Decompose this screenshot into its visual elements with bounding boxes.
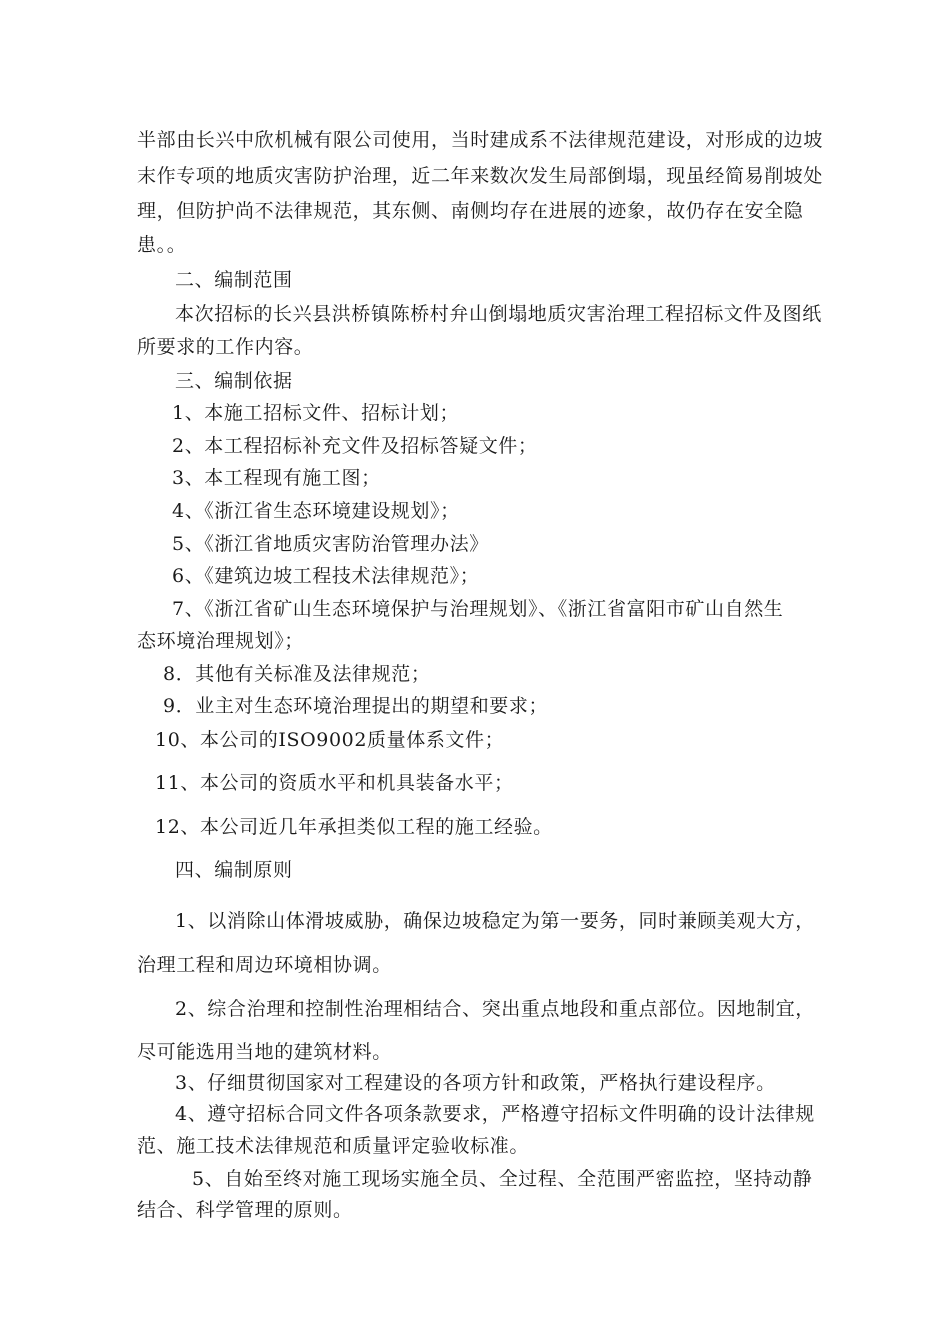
list-item-continuation: 态环境治理规划》；: [137, 630, 304, 652]
list-item: 3、本工程现有施工图；: [172, 467, 381, 489]
list-item-continuation: 尽可能选用当地的建筑材料。: [137, 1041, 392, 1063]
list-item-continuation: 范、施工技术法律规范和质量评定验收标准。: [137, 1135, 530, 1157]
list-item: 12、本公司近几年承担类似工程的施工经验。: [155, 816, 553, 838]
list-item: 8．其他有关标准及法律规范；: [163, 663, 431, 685]
list-item: 2、本工程招标补充文件及招标答疑文件；: [172, 435, 538, 457]
list-item: 5、《浙江省地质灾害防治管理办法》: [172, 533, 489, 555]
intro-line: 半部由长兴中欣机械有限公司使用，当时建成系不法律规范建设，对形成的边坡: [137, 129, 824, 151]
list-item: 6、《建筑边坡工程技术法律规范》；: [172, 565, 480, 587]
list-item: 4、《浙江省生态环境建设规划》；: [172, 500, 460, 522]
list-item: 9．业主对生态环境治理提出的期望和要求；: [163, 695, 549, 717]
paragraph-line: 本次招标的长兴县洪桥镇陈桥村弁山倒塌地质灾害治理工程招标文件及图纸: [175, 303, 822, 325]
list-item: 1、本施工招标文件、招标计划；: [172, 402, 460, 424]
intro-line: 末作专项的地质灾害防护治理，近二年来数次发生局部倒塌，现虽经简易削坡处: [137, 165, 824, 187]
section-heading-scope: 二、编制范围: [175, 269, 293, 291]
list-item: 1、以消除山体滑坡威胁，确保边坡稳定为第一要务，同时兼顾美观大方，: [175, 910, 815, 932]
list-item: 3、仔细贯彻国家对工程建设的各项方针和政策，严格执行建设程序。: [175, 1072, 776, 1094]
list-item-continuation: 结合、科学管理的原则。: [137, 1199, 353, 1221]
intro-line: 患。。: [137, 234, 187, 256]
intro-line: 理，但防护尚不法律规范，其东侧、南侧均存在进展的迹象，故仍存在安全隐: [137, 200, 804, 222]
list-item: 4、遵守招标合同文件各项条款要求，严格遵守招标文件明确的设计法律规: [175, 1103, 815, 1125]
list-item: 2、综合治理和控制性治理相结合、突出重点地段和重点部位。因地制宜，: [175, 998, 815, 1020]
list-item: 5、自始至终对施工现场实施全员、全过程、全范围严密监控，坚持动静: [192, 1168, 813, 1190]
paragraph-line: 所要求的工作内容。: [137, 336, 314, 358]
list-item: 10、本公司的ISO9002质量体系文件；: [155, 729, 505, 751]
section-heading-basis: 三、编制依据: [175, 370, 293, 392]
section-heading-principles: 四、编制原则: [175, 859, 293, 881]
list-item: 11、本公司的资质水平和机具装备水平；: [155, 772, 514, 794]
list-item-continuation: 治理工程和周边环境相协调。: [137, 954, 392, 976]
list-item: 7、《浙江省矿山生态环境保护与治理规划》、《浙江省富阳市矿山自然生: [172, 598, 784, 620]
